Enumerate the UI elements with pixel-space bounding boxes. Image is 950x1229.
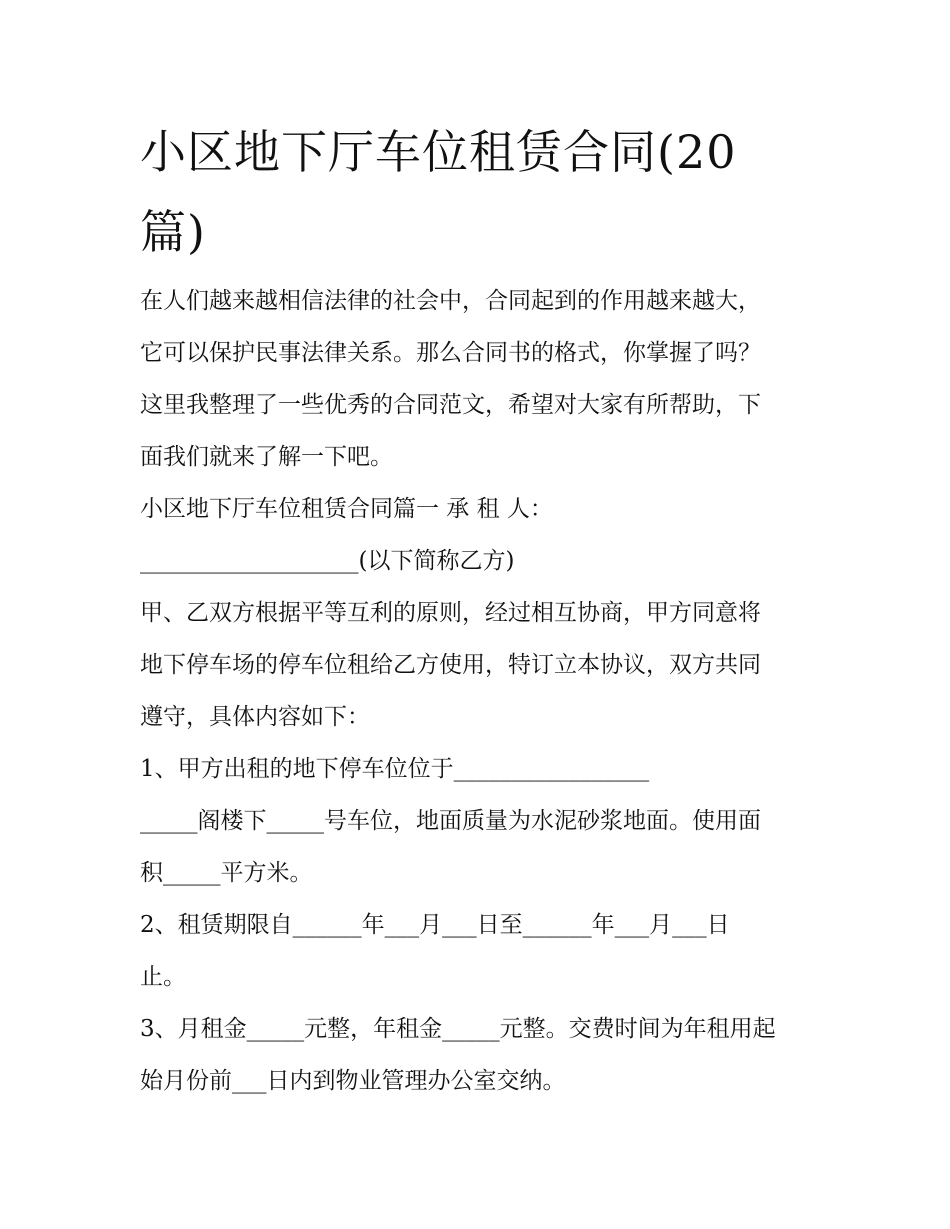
text-line: 遵守，具体内容如下： [140, 704, 370, 730]
text-line: 它可以保护民事法律关系。那么合同书的格式，你掌握了吗？ [140, 340, 761, 366]
title-line-2: 篇) [140, 205, 206, 259]
text-line: 甲、乙双方根据平等互利的原则，经过相互协商，甲方同意将 [140, 600, 761, 626]
document-body [140, 275, 820, 1107]
text-line: 始月份前___日内到物业管理办公室交纳。 [140, 1068, 566, 1094]
clause-2: 2、租赁期限自______年___月___日至______年___月___日 [140, 912, 730, 938]
text-line: _____阁楼下_____号车位，地面质量为水泥砂浆地面。使用面 [140, 808, 761, 834]
text-line: 在人们越来越相信法律的社会中，合同起到的作用越来越大， [140, 288, 761, 314]
text-line: 这里我整理了一些优秀的合同范文，希望对大家有所帮助，下 [140, 392, 761, 418]
text-line: ___________________(以下简称乙方) [140, 548, 515, 574]
text-line: 止。 [140, 964, 186, 990]
document-title [140, 112, 820, 272]
clause-1: 1、甲方出租的地下停车位位于_________________ [140, 756, 650, 782]
text-line: 面我们就来了解一下吧。 [140, 444, 393, 470]
section-heading: 小区地下厅车位租赁合同篇一 承 租 人： [140, 496, 553, 522]
title-line-1: 小区地下厅车位租赁合同(20 [140, 125, 737, 179]
clause-3: 3、月租金_____元整，年租金_____元整。交费时间为年租用起 [140, 1016, 776, 1042]
text-line: 地下停车场的停车位租给乙方使用，特订立本协议，双方共同 [140, 652, 761, 678]
text-line: 积_____平方米。 [140, 860, 313, 886]
